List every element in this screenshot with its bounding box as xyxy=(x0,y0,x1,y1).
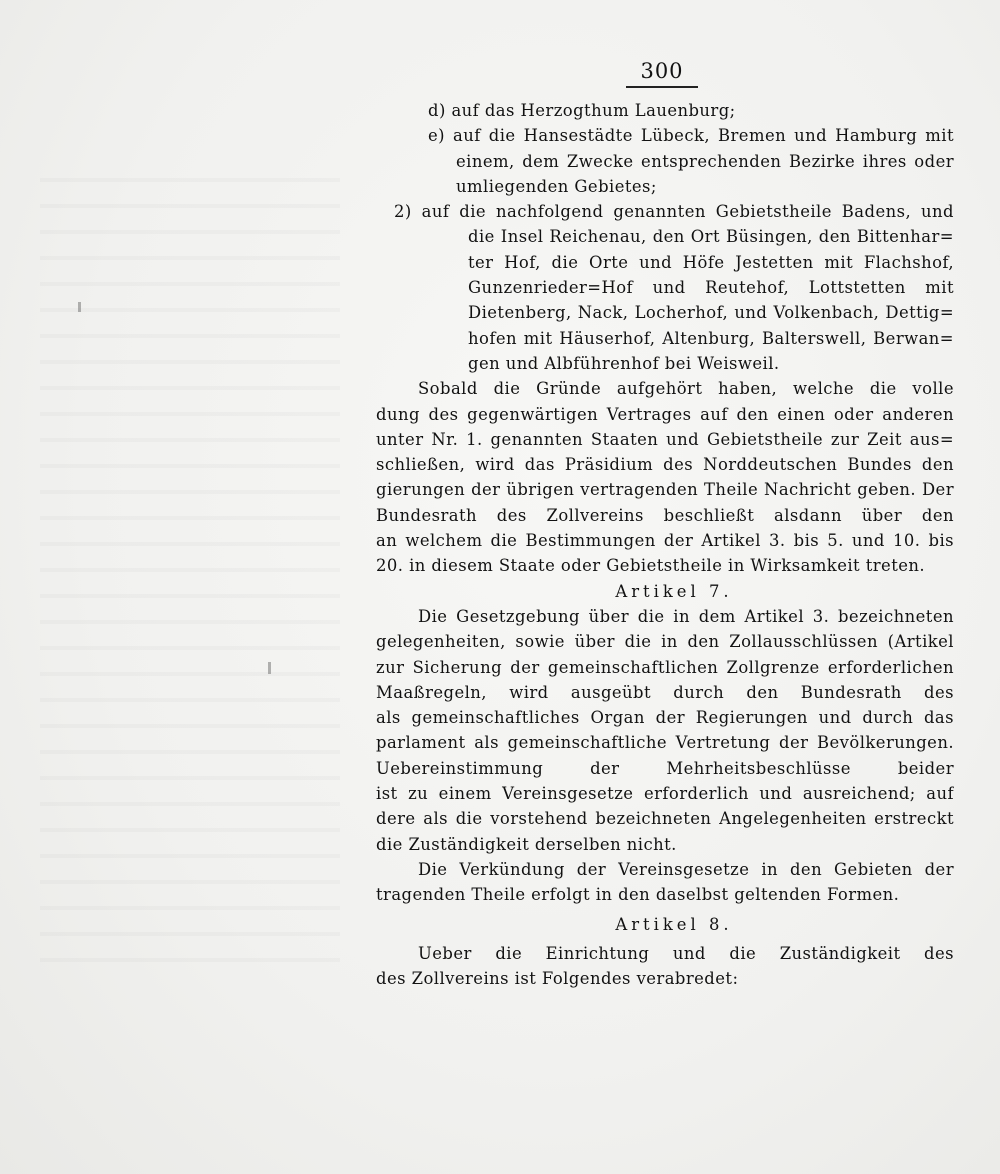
body-text xyxy=(376,98,954,991)
page-number-rule xyxy=(626,86,698,88)
text-line: als gemeinschaftliches Organ der Regierungen und durch das xyxy=(376,708,954,728)
text-line: tragenden Theile erfolgt in den daselbst geltenden Formen. xyxy=(376,885,900,905)
text-line: 20. in diesem Staate oder Gebietstheile in Wirksamkeit treten. xyxy=(376,556,926,576)
text-line: die Insel Reichenau, den Ort Büsingen, den Bittenhar= xyxy=(468,227,954,247)
text-line: d) auf das Herzogthum Lauenburg; xyxy=(428,101,736,120)
text-line: Bundesrath des Zollvereins beschließt alsdann über den xyxy=(376,505,954,525)
text-line: ist zu einem Vereinsgesetze erforderlich und ausreichend; auf xyxy=(376,784,954,804)
text-line: des Zollvereins ist Folgendes verabredet: xyxy=(376,969,739,989)
text-line: Sobald die Gründe aufgehört haben, welche die volle xyxy=(418,379,954,399)
text-line: 2) auf die nachfolgend genannten Gebietstheile Badens, und xyxy=(394,202,954,222)
text-line: parlament als gemeinschaftliche Vertretung der Bevölkerungen. xyxy=(376,733,954,753)
text-line: e) auf die Hansestädte Lübeck, Bremen und Hamburg mit xyxy=(428,126,954,146)
text-line: schließen, wird das Präsidium des Norddeutschen Bundes den xyxy=(376,455,954,475)
text-line: gen und Albführenhof bei Weisweil. xyxy=(468,353,780,373)
text-line: die Zuständigkeit derselben nicht. xyxy=(376,834,677,854)
bleed-through-shadow xyxy=(40,160,340,980)
text-line: Dietenberg, Nack, Locherhof, und Volkenbach, Dettig= xyxy=(468,303,954,323)
text-line: ter Hof, die Orte und Höfe Jestetten mit Flachshof, xyxy=(468,252,954,272)
text-line: Die Verkündung der Vereinsgesetze in den Gebieten der xyxy=(418,859,954,879)
text-line: zur Sicherung der gemeinschaftlichen Zollgrenze erforderlichen xyxy=(376,657,954,677)
page-number: 300 xyxy=(640,59,684,83)
text-line: Gunzenrieder=Hof und Reutehof, Lottstetten mit xyxy=(468,278,954,298)
text-line: Die Gesetzgebung über die in dem Artikel 3. bezeichneten xyxy=(418,606,954,626)
text-line: unter Nr. 1. genannten Staaten und Gebietstheile zur Zeit aus= xyxy=(376,429,954,449)
margin-mark xyxy=(268,662,271,674)
text-line: gierungen der übrigen vertragenden Theile Nachricht geben. Der xyxy=(376,480,954,500)
text-line: Ueber die Einrichtung und die Zuständigkeit des xyxy=(418,943,954,963)
page-header xyxy=(626,58,698,88)
text-line: gelegenheiten, sowie über die in den Zollausschlüssen (Artikel xyxy=(376,632,954,652)
text-line: an welchem die Bestimmungen der Artikel 3. bis 5. und 10. bis xyxy=(376,531,954,551)
article-7-heading: Artikel 7. xyxy=(615,581,733,601)
text-line: Uebereinstimmung der Mehrheitsbeschlüsse beider xyxy=(376,758,954,778)
text-line: dung des gegenwärtigen Vertrages auf den einen oder anderen xyxy=(376,404,954,424)
text-line: umliegenden Gebietes; xyxy=(456,176,657,196)
text-line: einem, dem Zwecke entsprechenden Bezirke ihres oder xyxy=(456,151,954,171)
text-line: hofen mit Häuserhof, Altenburg, Balterswell, Berwan= xyxy=(468,328,954,348)
text-line: dere als die vorstehend bezeichneten Angelegenheiten erstreckt xyxy=(376,809,954,829)
margin-mark xyxy=(78,302,81,312)
text-line: Maaßregeln, wird ausgeübt durch den Bundesrath des xyxy=(376,682,954,702)
article-8-heading: Artikel 8. xyxy=(615,914,733,934)
